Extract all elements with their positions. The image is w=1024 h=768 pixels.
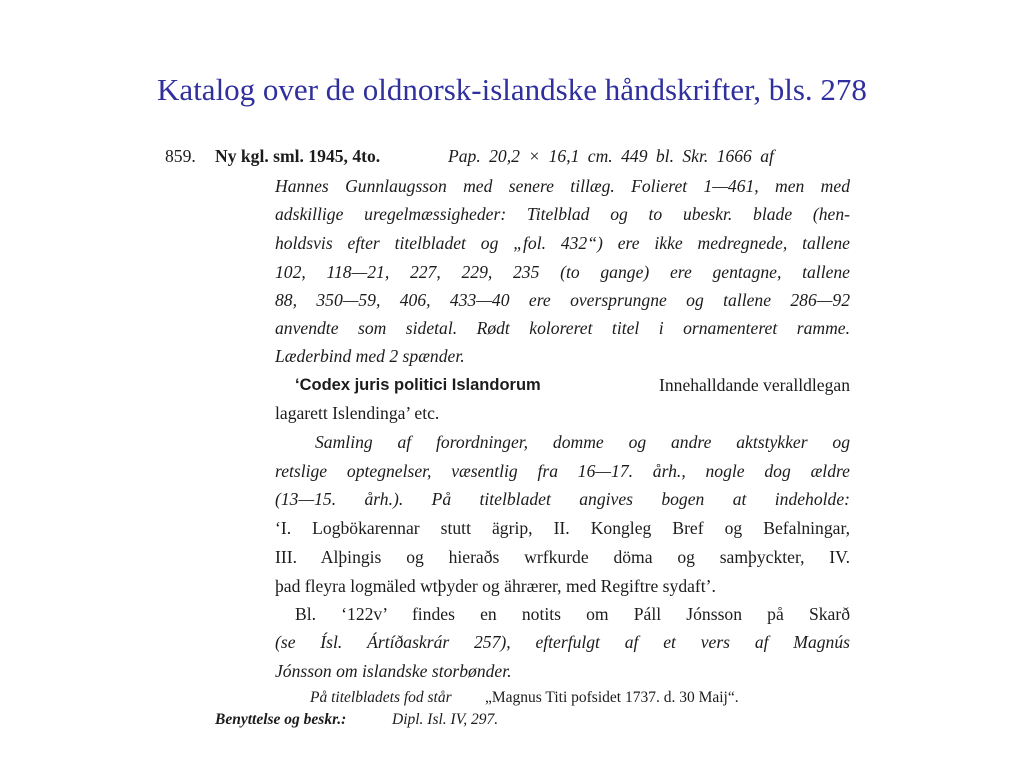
entry-line: 102, 118—21, 227, 229, 235 (to gange) ere gentagne, tallene bbox=[275, 262, 850, 282]
entry-line: Læderbind med 2 spænder. bbox=[275, 346, 465, 366]
description-line: retslige optegnelser, væsentlig fra 16—17. årh., nogle dog ældre bbox=[275, 461, 850, 481]
norse-quote-line: III. Alþingis og hieraðs wrfkurde döma og samþyckter, IV. bbox=[275, 547, 850, 567]
scanned-catalog-page bbox=[160, 140, 860, 730]
description-line: Samling af forordninger, domme og andre aktstykker og bbox=[315, 432, 850, 452]
entry-line: 88, 350—59, 406, 433—40 ere oversprungne og tallene 286—92 bbox=[275, 290, 850, 310]
entry-line: Hannes Gunnlaugsson med senere tillæg. Folieret 1—461, men med bbox=[275, 176, 850, 196]
codex-title: ‘Codex juris politici Islandorum bbox=[295, 376, 541, 394]
norse-quote-line: þad fleyra logmäled wtþyder og ährærer, med Regiftre sydaft’. bbox=[275, 576, 716, 596]
usage-value: Dipl. Isl. IV, 297. bbox=[392, 711, 499, 728]
note-line: Jónsson om islandske storbønder. bbox=[275, 661, 512, 681]
entry-line: adskillige uregelmæssigheder: Titelblad og to ubeskr. blade (hen- bbox=[275, 204, 850, 224]
footnote-lead: På titelbladets fod står bbox=[310, 689, 452, 706]
norse-quote-line: ‘I. Logbökarennar stutt ägrip, II. Kongleg Bref og Befalningar, bbox=[275, 518, 850, 538]
entry-heading: Ny kgl. sml. 1945, 4to. bbox=[215, 146, 381, 166]
entry-line: anvendte som sidetal. Rødt koloreret titel i ornamenteret ramme. bbox=[275, 318, 850, 338]
slide-title: Katalog over de oldnorsk-islandske håndskrifter, bls. 278 bbox=[157, 72, 867, 107]
footnote-quote: „Magnus Titi pofsidet 1737. d. 30 Maij“. bbox=[485, 689, 739, 706]
entry-line: holdsvis efter titelbladet og „fol. 432“) ere ikke medregnede, tallene bbox=[275, 233, 850, 253]
codex-title-rest: Innehalldande veralldlegan bbox=[659, 375, 850, 395]
note-line: (se Ísl. Ártíðaskrár 257), efterfulgt af et vers af Magnús bbox=[275, 632, 850, 652]
note-line: Bl. ‘122v’ findes en notits om Páll Jónsson på Skarð bbox=[295, 604, 850, 624]
entry-line: Pap. 20,2 × 16,1 cm. 449 bl. Skr. 1666 af bbox=[448, 146, 774, 166]
usage-label: Benyttelse og beskr.: bbox=[215, 711, 347, 728]
description-line: (13—15. årh.). På titelbladet angives bogen at indeholde: bbox=[275, 489, 850, 509]
entry-number: 859. bbox=[165, 146, 196, 166]
codex-title-line2: lagarett Islendinga’ etc. bbox=[275, 403, 440, 423]
